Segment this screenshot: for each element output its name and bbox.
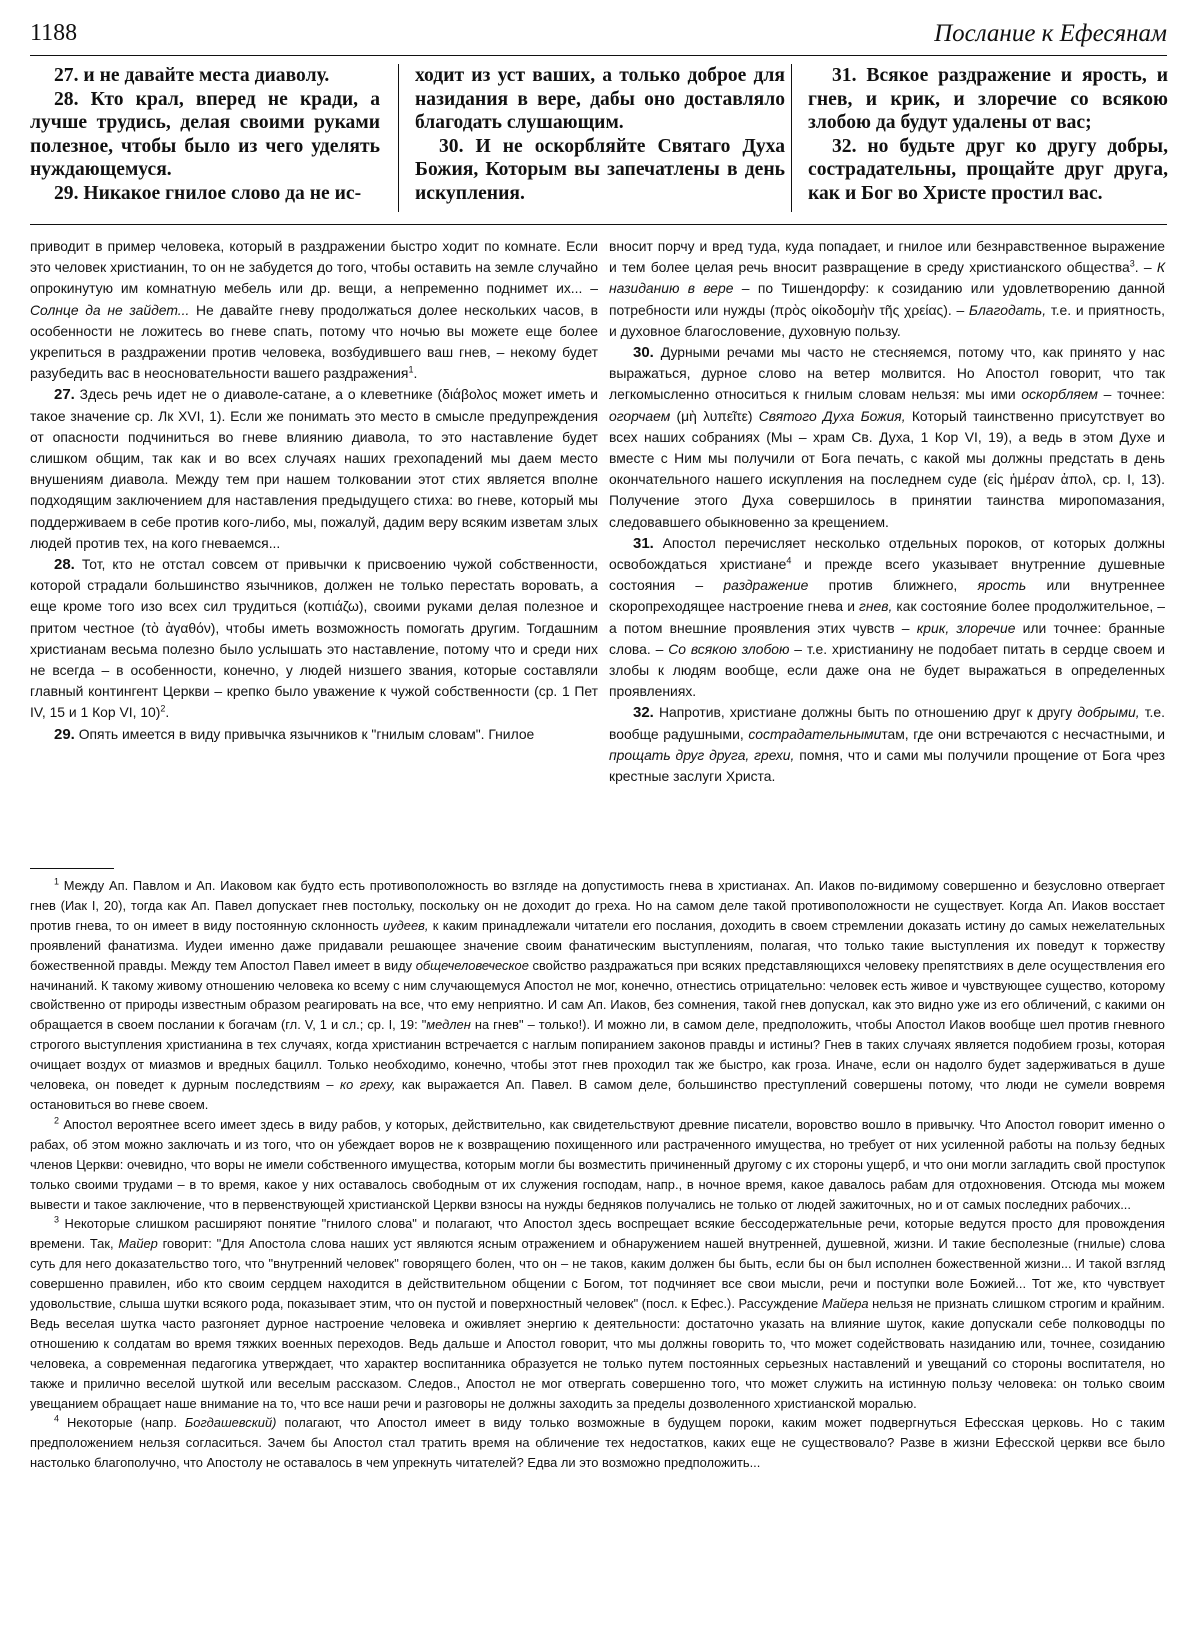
text-run: или точнее: бранные слова. –	[609, 619, 1165, 657]
footnote-divider	[30, 868, 114, 869]
commentary-right-column	[609, 236, 1165, 787]
verse-number: 32.	[633, 704, 654, 722]
text-run: на гнев" – только!). И можно ли, в самом деле, предположить, чтобы Апостол Иаков вообще шел против гневного строгого выступления христианина в тех случаях, когда христианин встречается с наглым попиранием законов правды и истины? Гнев в таких случаях является подобием грозы, которая очищает воздух от миазмов и вредных бацилл. Только необходимо, конечно, чтобы этот гнев проходил так же быстро, как гроза. Иначе, если он надолго будет задерживаться в душе человека, он поведет к дурным последствиям –	[30, 1017, 1165, 1093]
verse-29-end: ходит из уст ваших, а только доброе для назидания в вере, дабы оно доставляло благодать слушающим.	[415, 65, 785, 133]
text-run: . –	[1134, 259, 1157, 276]
page-number: 1188	[30, 20, 78, 46]
footnote-ref[interactable]: 4	[786, 555, 792, 566]
text-run: вносит порчу и вред туда, куда попадает, и гнилое или безнравственное выражение и тем более целая речь вносит развращение в среду христианского общества	[609, 238, 1165, 276]
quote-italic: огорчаем	[609, 407, 671, 424]
verse-number: 27.	[54, 386, 75, 404]
quote-italic: ко греху,	[340, 1077, 396, 1093]
text-run: там, где они встречаются с несчастными, и	[881, 725, 1165, 742]
verse-number: 30.	[633, 344, 654, 362]
verse-28: 28. Кто крал, вперед не кради, а лучше трудись, делая своими руками полезное, чтобы было из чего уделять нуждающемуся.	[30, 88, 380, 180]
footnote-4	[30, 1413, 1165, 1473]
text-run: .	[165, 704, 170, 721]
quote-italic: раздражение	[723, 577, 809, 594]
verse-30: 30. И не оскорбляйте Святаго Духа Божия, Которым вы запечатлены в день искупления.	[415, 135, 785, 204]
text-run: Некоторые (напр.	[59, 1415, 185, 1431]
quote-italic: добрыми,	[1077, 704, 1140, 721]
verse-number: 29.	[54, 725, 75, 743]
verse-32: 32. но будьте друг ко другу добры, сострадательны, прощайте друг друга, как и Бог во Христе простил вас.	[808, 135, 1168, 204]
verse-number: 31.	[633, 534, 654, 552]
text-run: Здесь речь идет не о диаволе-сатане, а о клеветнике (διάβολος может иметь и такое значение ср. Лк XVI, 1). Если же понимать это место в смысле предупреждения от опасности подчиниться во гневе влиянию диавола, то это наставление будет слишком общим, так как и во всех случаях наших грехопадений мы даем место внушениям диавола. Между тем при нашем толковании этот стих является вполне подходящим заключением для наставления предыдущего стиха: во гневе, который мы поддерживаем в себе против кого-либо, мы, пожалуй, дадим веру всяким изветам злых людей против тех, на кого гневаемся...	[30, 386, 598, 551]
quote-italic: Майера	[821, 1296, 869, 1312]
text-run: свойство раздражаться при всяких представляющихся человеку препятствиях в деле осуществления его начинаний. К такому живому отношению человека ко всему с ним случающемуся Апостол не мог, конечно, отнестись отрицательно: человек есть живое и чувствующее существо, которому свойственно от природы известным образом реагировать на все, что ему неприятно. И сам Ап. Иаков, без сомнения, такой гнев допускал, как это видно уже из его обличений, с какими он обращается в своем послании к богачам (гл. V, 1 и сл.; ср. I, 19: "	[30, 957, 1165, 1033]
footnote-mark: 2	[54, 1115, 60, 1126]
quote-italic: гнев,	[859, 598, 893, 615]
text-run: Не давайте гневу продолжаться долее нескольких часов, в особенности не ложитесь во гневе спать, потому что ночью вы можете еще более укрепиться в раздражении против человека, возбудившего ваш гнев, – некому будет разубедить вас в неосновательности вашего раздражения	[30, 301, 598, 382]
text-run: полагают, что Апостол имеет в виду только возможные в будущем пороки, каким может подвергнуться Ефесская церковь. Но с таким предположением нельзя согласиться. Зачем бы Апостол стал тратить время на обличение тех недостатков, каких еще не существовало? Разве в жизни Ефесской церкви все было настолько благополучно, что Апостолу не оставалось в чем упрекнуть читателей? Едва ли это возможно предположить...	[30, 1415, 1165, 1471]
text-run: Который таинственно присутствует во всех наших собраниях (Мы – храм Св. Духа, 1 Кор VI, 19), а ведь в этом Духе и вместе с Ним мы получили от Бога печать, с какой мы должны предстать в день окончательного нашего искупления на последнем суде (εἰς ἡμέραν ἀπολ, ср. I, 13). Получение этого Духа совершилось в принятии таинства миропомазания, следовавшего обыкновенно за крещением.	[609, 407, 1166, 530]
scripture-column-2	[415, 64, 785, 205]
commentary-verse-27	[30, 384, 598, 554]
text-run: Опять имеется в виду привычка язычников к "гнилым словам". Гнилое	[74, 725, 535, 742]
text-run: – т.е. христианину не подобает питать в сердце своем и злобы к людям вообще, если даже она не будет выражаться в определенных проявлениях.	[609, 640, 1165, 700]
text-run: Некоторые слишком расширяют понятие "гнилого слова" и полагают, что Апостол здесь воспрещает всякие бессодержательные речи, которые ведутся просто для провождения времени. Так,	[30, 1216, 1165, 1252]
quote-italic: Святого Духа Божия,	[758, 407, 906, 424]
running-title: Послание к Ефесянам	[934, 20, 1167, 47]
commentary-paragraph	[609, 236, 1165, 342]
quote-italic: оскорбляем	[1021, 386, 1098, 403]
footnote-mark: 1	[54, 876, 60, 887]
text-run: т.е. и приятность, и духовное благословение, духовную пользу.	[609, 301, 1165, 339]
text-run: и прежде всего указывает внутренние душевные состояния –	[609, 556, 1166, 594]
text-run: Дурными речами мы часто не стесняемся, потому что, как принято у нас выражаться, дурное слово на ветер молвится. Но Апостол говорит, что так легкомысленно относиться к гнилым словам нельзя: мы ими	[609, 344, 1165, 403]
header-divider	[30, 55, 1167, 56]
quote-italic: ярость	[977, 577, 1027, 594]
text-run: помня, что и сами мы получили прощение от Бога чрез крестные заслуги Христа.	[609, 746, 1165, 785]
text-run: (μὴ λυπεῖτε)	[670, 407, 759, 424]
scripture-column-1	[30, 64, 380, 205]
quote-italic: сострадательными	[748, 725, 882, 742]
text-run: говорит: "Для Апостола слова наших уст являются ясным отражением и обнаружением нашей внутренней, душевной, жизни. И такие бесполезные (гнилые) слова суть для него доказательство того, что "внутренний человек" говорящего болен, что он – не таков, каким должен бы быть, если бы он был исполнен божественной жизни... И такой взгляд совершенно правилен, ибо кто своим сердцем находится в действительном общении с Богом, тот подчиняет все свои мысли, речи и поступки воле Божией... Тот же, кто чувствует удовольствие, слыша шутки всякого рода, показывает этим, что он пустой и поверхностный человек" (посл. к Ефес.). Рассуждение	[30, 1236, 1165, 1312]
text-run: т.е. вообще радушными,	[609, 704, 1165, 742]
text-run: – по Тишендорфу: к созиданию или удовлетворению данной потребности или нужды (πρὸς οἰκοδομὴν τῆς χρείας). –	[609, 280, 1166, 318]
text-run: к каким принадлежали читатели его послания, доходить в своем стремлении доказать истину до самых нежелательных проявлений фанатизма. Иудеи именно даже придавали решающее значение своим фанатическим выступлениям, полагая, что только такие выступления их поведут к торжеству божественной правды. Между тем Апостол Павел имеет в виду	[30, 917, 1165, 973]
text-run: Апостол вероятнее всего имеет здесь в виду рабов, у которых, действительно, как свидетельствуют древние писатели, воровство вошло в привычку. Что Апостол говорит именно о рабах, об этом можно заключать и из того, что он убеждает воров не к возвращению похищенного или растраченного имущества, но требует от них усиленной работы на пользу бедных членов Церкви: очевидно, что воры не имели собственного имущества, которым могли бы возместить причиненный другому с их стороны ущерб, и что они могли загладить свой проступок только своими трудами – в то время, какое у них оставалось свободным от их служения господам, напр., в ночное время, какое давалось рабам для отдохновения. Отсюда мы можем вывести и такое заключение, что в первенствующей христианской Церкви взносы на нужды бедняков получались не только от людей зажиточных, но и от самых последних рабочих...	[30, 1116, 1165, 1212]
quote-italic: общечеловеческое	[415, 957, 529, 973]
footnote-ref[interactable]: 1	[408, 364, 414, 375]
column-divider	[791, 64, 792, 212]
quote-italic: медлен	[426, 1017, 471, 1033]
quote-italic: крик, злоречие	[916, 619, 1016, 636]
text-run: – точнее:	[1097, 386, 1165, 403]
footnote-mark: 3	[54, 1215, 60, 1226]
quote-italic: Майер	[118, 1236, 158, 1252]
footnote-1	[30, 876, 1165, 1115]
quote-italic: Со всякою злобою	[668, 640, 790, 657]
footnote-3	[30, 1214, 1165, 1413]
quote-italic: иудеев,	[383, 917, 429, 933]
commentary-verse-30	[609, 342, 1165, 533]
verse-29-start: 29. Никакое гнилое слово да не ис-	[54, 182, 362, 204]
footnote-mark: 4	[54, 1414, 60, 1425]
footnote-ref[interactable]: 3	[1129, 258, 1135, 269]
text-run: как выражается Ап. Павел. В самом деле, большинство преступлений совершены потому, что люди не сумели вовремя остановиться во гневе своем.	[30, 1077, 1165, 1112]
footnotes	[30, 876, 1165, 1473]
column-divider	[398, 64, 399, 212]
scripture-column-3	[808, 64, 1168, 205]
commentary-verse-28	[30, 554, 598, 724]
text-run: нельзя не признать слишком строгим и крайним. Ведь веселая шутка часто разгоняет дурное настроение человека и оживляет энергию к деятельности: достаточно указать на влияние шуток, какие допускали себе полководцы по отношению к солдатам во время тяжких военных переходов. Ведь дальше и Апостол говорит, что мы должны говорить то, что может содействовать назиданию или, точнее, созиданию человека, а современная педагогика утверждает, что характер воспитанника образуется не только путем постоянных серьезных наставлений и увещаний со стороны воспитателя, но также и прилично веселой шуткой или веселым рассказом. Следов., Апостол не мог отвергать совершенно того, что может служить на истинную пользу человека: он только своим увещанием обращает наше внимание на то, что все наши речи и разговоры не должны заходить за пределы дозволенного христианской моралью.	[30, 1296, 1165, 1411]
text-run: .	[413, 365, 418, 382]
commentary-verse-29	[30, 724, 598, 745]
text-run: против ближнего,	[808, 577, 978, 594]
verse-number: 28.	[54, 556, 75, 574]
text-run: Напротив, христиане должны быть по отношению друг к другу	[653, 704, 1078, 721]
footnote-ref[interactable]: 2	[160, 703, 166, 714]
text-run: Между Ап. Павлом и Ап. Иаковом как будто есть противоположность во взгляде на допустимость гнева в христианах. Ап. Иаков по-видимому совершенно и безусловно отвергает гнев (Иак I, 20), тогда как Ап. Павел допускает гнев постольку, поскольку он не доходит до греха. Но на самом деле такой противоположности не существует. Когда Ап. Иаков восстает против гнева, то он имеет в виду постоянную склонность	[30, 878, 1165, 933]
text-run: или внутреннее скоропреходящее настроение гнева и	[609, 577, 1165, 615]
commentary-verse-32	[609, 702, 1165, 787]
quote-italic: Богдашевский)	[184, 1415, 277, 1431]
quote-italic: прощать друг друга, грехи,	[609, 746, 795, 763]
quote-italic: К назиданию в вере	[609, 259, 1165, 297]
text-run: как состояние более продолжительное, – а потом внешние проявления этих чувств –	[609, 598, 1165, 636]
quote-italic: Благодать,	[968, 301, 1047, 318]
commentary-paragraph	[30, 236, 598, 384]
commentary-verse-31	[609, 533, 1165, 703]
footnote-2	[30, 1115, 1165, 1215]
verse-27: 27. и не давайте места диаволу.	[54, 65, 330, 86]
text-run: Тот, кто не отстал совсем от привычки к присвоению чужой собственности, которой страдали большинство язычников, должен не только перестать воровать, а еще кроме того изо всех сил трудиться (κοπιάζω), своими руками делая полезное и притом честное (τὸ ἀγαθόν), чтобы иметь возможность помогать другим. Тогдашним христианам весьма полезно было услышать это наставление, потому что и среди них не всегда – в особенности, конечно, у людей низшего звания, которые составляли главный контингент Церкви – крепко было уважение к чужой собственности (ср. 1 Пет IV, 15 и 1 Кор VI, 10)	[30, 556, 598, 721]
scripture-divider	[30, 224, 1167, 225]
text-run: Апостол перечисляет несколько отдельных пороков, от которых должны освобождаться христиане	[609, 534, 1165, 573]
text-run: приводит в пример человека, который в раздражении быстро ходит по комнате. Если это человек христианин, то он не забудется до того, чтобы оставить на земле случайно опрокинутую им комнатную мебель или др. вещи, а непременно поднимет их... –	[30, 238, 598, 297]
commentary-left-column	[30, 236, 598, 745]
verse-31: 31. Всякое раздражение и ярость, и гнев, и крик, и злоречие со всякою злобою да будут удалены от вас;	[808, 65, 1168, 133]
quote-italic: Солнце да не зайдет...	[30, 301, 190, 318]
